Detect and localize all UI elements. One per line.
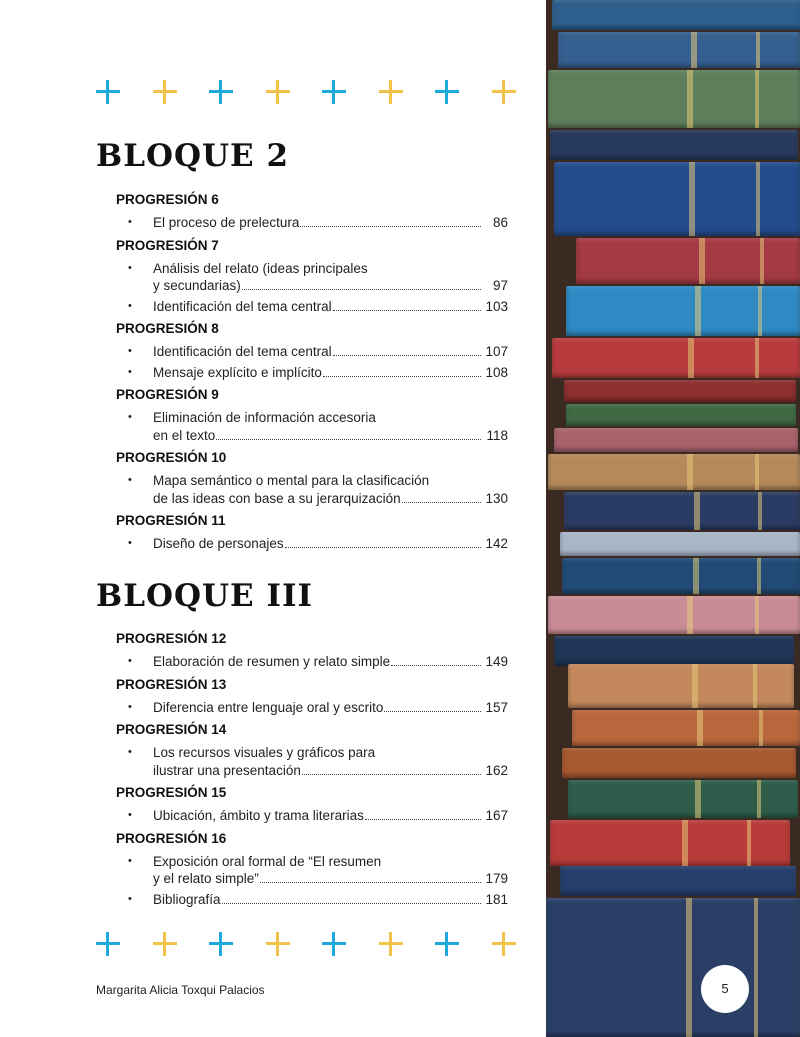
dot-leader [384,711,481,712]
toc-entry-title: Bibliografía [153,891,221,907]
toc-entry [116,653,508,671]
bullet-icon: • [128,700,132,713]
progression-heading: PROGRESIÓN 14 [116,722,227,737]
toc-entry [116,807,508,825]
toc-entry-title: El proceso de prelectura [153,215,300,230]
toc-entry-title: Ubicación, ámbito y trama literarias [153,808,364,823]
book-spine [548,454,800,490]
toc-page-number: 108 [485,364,508,380]
toc-entry [116,853,508,888]
plus-icon [435,80,459,104]
plus-icon [209,80,233,104]
progression-heading: PROGRESIÓN 12 [116,631,227,646]
progression-heading: PROGRESIÓN 16 [116,830,227,846]
toc-entry-title: Mensaje explícito e implícito [153,364,322,380]
plus-icon [153,932,177,956]
toc-page-number: 181 [485,891,508,907]
toc-entry [116,409,508,444]
plus-icon [492,80,516,104]
toc-entry-title: Diferencia entre lenguaje oral y escrito [153,699,384,715]
toc-entry [116,535,508,553]
book-spine [548,70,800,128]
toc-entry [116,298,508,316]
dot-leader [391,665,481,666]
toc-entry [116,214,508,232]
bullet-icon: • [128,299,132,312]
bullet-icon: • [128,854,132,867]
block-title-bloque-3: BLOQUE III [96,578,313,614]
book-spine [576,238,800,284]
book-spine [554,636,794,666]
bullet-icon: • [128,216,132,228]
dot-leader [365,819,481,820]
book-spine [560,532,800,556]
toc-entry-title: Elaboración de resumen y relato simple [153,654,391,669]
toc-entry [116,699,508,717]
toc-page-number: 86 [492,215,508,230]
bullet-icon: • [128,411,132,423]
toc-entry-title: de las ideas con base a su jerarquización [153,490,401,506]
dot-leader [260,882,481,883]
bullet-icon: • [128,365,132,378]
book-spine [566,404,796,426]
toc-entry-title: ilustrar una presentación [153,762,301,778]
dot-leader [302,774,481,775]
book-spine [562,558,800,594]
toc-page-number: 167 [485,808,508,823]
toc-entry-title: Eliminación de información accesoria [153,410,376,425]
plus-icon [209,932,233,956]
progression-heading: PROGRESIÓN 13 [116,676,227,692]
toc-entry-title: Los recursos visuales y gráficos para [153,745,376,760]
plus-icon [492,932,516,956]
toc-entry-title: Diseño de personajes [153,536,284,551]
toc-page-number: 130 [485,490,508,506]
toc-list-bloque-3 [116,626,508,911]
dot-leader [300,226,481,227]
dot-leader [402,502,481,503]
toc-entry [116,343,508,361]
progression-heading: PROGRESIÓN 8 [116,321,219,336]
book-spine [546,898,800,1037]
plus-icon [266,80,290,104]
book-spine [554,162,800,236]
toc-entry [116,744,508,779]
book-spine [548,596,800,634]
book-spine [564,380,796,402]
progression-heading: PROGRESIÓN 6 [116,192,219,207]
toc-page-number: 107 [485,344,508,359]
plus-icon [322,80,346,104]
page-number-badge: 5 [701,965,749,1013]
bullet-icon: • [128,809,132,821]
plus-icon [96,932,120,956]
dot-leader [222,903,481,904]
dot-leader [333,310,481,311]
progression-heading: PROGRESIÓN 7 [116,237,219,253]
book-spine [572,710,800,746]
dot-leader [333,355,481,356]
toc-entry-title: Exposición oral formal de “El resumen [153,853,382,869]
book-spine [568,780,798,818]
bullet-icon: • [128,655,132,667]
toc-page-number: 179 [485,871,508,886]
decorative-plus-row-bottom [96,932,516,956]
bullet-icon: • [128,261,132,274]
plus-icon [266,932,290,956]
book-spine [568,664,794,708]
dot-leader [323,376,481,377]
toc-entry-title: Análisis del relato (ideas principales [153,260,368,276]
dot-leader [285,547,481,548]
toc-page-number: 118 [486,427,508,443]
plus-icon [379,932,403,956]
book-spine [560,866,796,896]
book-spine [550,820,790,866]
book-spine [564,492,800,530]
progression-heading: PROGRESIÓN 15 [116,785,227,800]
toc-page-number: 142 [485,536,508,551]
toc-entry [116,260,508,295]
book-spine [558,32,800,68]
bullet-icon: • [128,892,132,905]
book-spine [552,0,800,30]
bullet-icon: • [128,345,132,357]
block-title-bloque-2: BLOQUE 2 [96,138,290,174]
stacked-books-photo [546,0,800,1037]
plus-icon [153,80,177,104]
toc-entry-title: y secundarias) [153,278,241,293]
dot-leader [216,439,481,440]
book-spine [566,286,800,336]
toc-page-number: 97 [492,278,508,293]
toc-entry [116,472,508,507]
plus-icon [96,80,120,104]
book-spine [552,338,800,378]
toc-entry [116,891,508,909]
bullet-icon: • [128,537,132,549]
toc-page-number: 157 [485,699,508,715]
bullet-icon: • [128,746,132,758]
book-spine [550,130,798,160]
toc-entry-title: en el texto [153,427,216,443]
dot-leader [242,289,481,290]
toc-page-number: 162 [485,762,508,778]
toc-page-number: 149 [485,654,508,669]
decorative-plus-row-top [96,80,516,104]
bullet-icon: • [128,474,132,486]
toc-entry-title: Mapa semántico o mental para la clasificación [153,473,430,488]
footer-author: Margarita Alicia Toxqui Palacios [96,983,265,997]
progression-heading: PROGRESIÓN 9 [116,387,219,402]
progression-heading: PROGRESIÓN 11 [116,513,226,528]
book-spine [562,748,796,778]
progression-heading: PROGRESIÓN 10 [116,450,227,465]
plus-icon [379,80,403,104]
toc-entry-title: Identificación del tema central [153,344,332,359]
toc-entry-title: Identificación del tema central [153,298,332,314]
book-spine [554,428,798,452]
plus-icon [322,932,346,956]
toc-page-number: 103 [485,298,508,314]
toc-entry-title: y el relato simple” [153,871,259,886]
toc-list-bloque-2 [116,187,508,556]
plus-icon [435,932,459,956]
toc-entry [116,364,508,382]
